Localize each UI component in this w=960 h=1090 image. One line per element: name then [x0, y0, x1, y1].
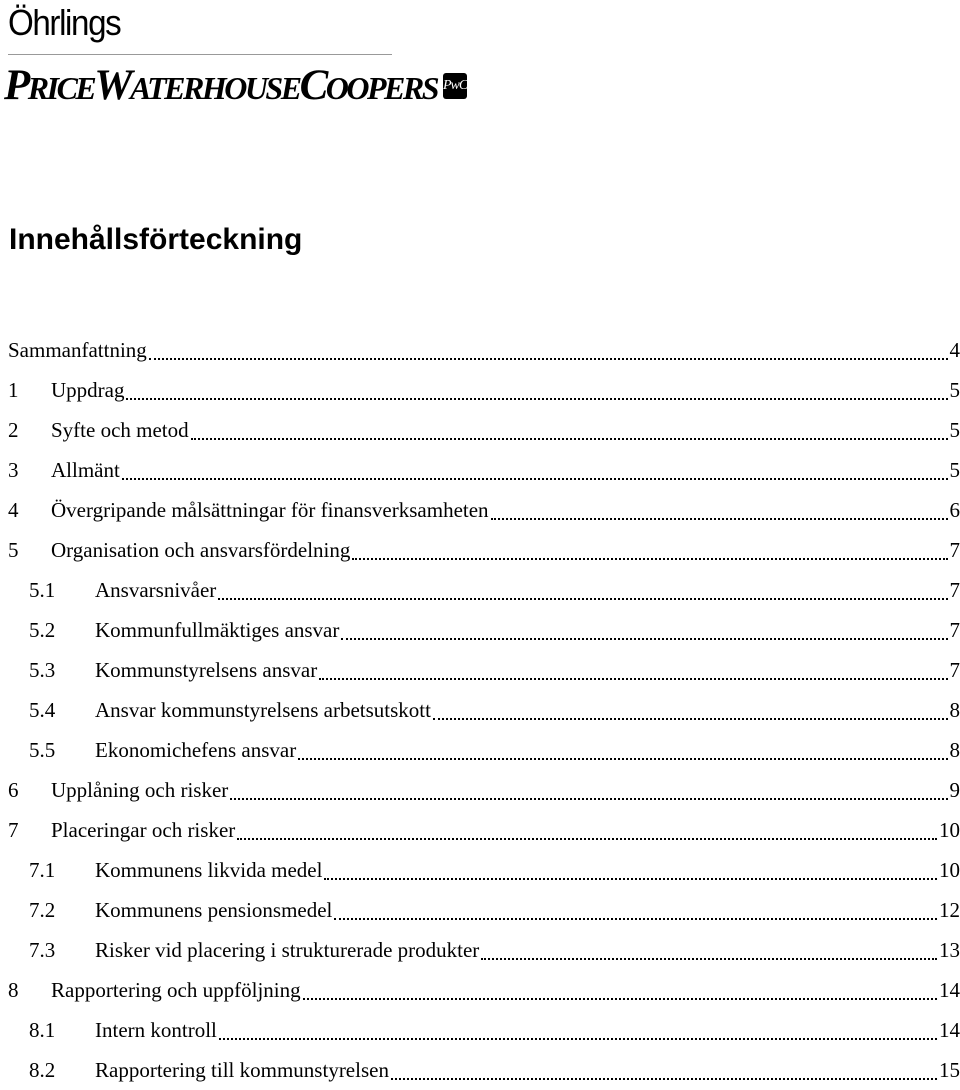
- toc-entry-number: 5.3: [29, 658, 95, 683]
- toc-dot-leader: [298, 757, 947, 760]
- toc-entry-page: 7: [950, 538, 960, 563]
- toc-dot-leader: [341, 637, 947, 640]
- toc-dot-leader: [303, 997, 937, 1000]
- toc-entry-page: 5: [950, 418, 960, 443]
- toc-entry-number: 1: [8, 378, 51, 403]
- toc-entry-number: 5.5: [29, 738, 95, 763]
- toc-entry-label: Ekonomichefens ansvar: [95, 738, 296, 763]
- toc-dot-leader: [433, 717, 948, 720]
- toc-entry-label: Kommunstyrelsens ansvar: [95, 658, 317, 683]
- toc-entry-page: 7: [950, 578, 960, 603]
- toc-entry[interactable]: [8, 330, 960, 370]
- toc-entry-number: 7: [8, 818, 51, 843]
- toc-entry-number: 8: [8, 978, 51, 1003]
- toc-entry[interactable]: [8, 1010, 960, 1050]
- toc-entry-page: 6: [950, 498, 960, 523]
- toc-dot-leader: [218, 597, 947, 600]
- toc-entry[interactable]: [8, 850, 960, 890]
- toc-dot-leader: [126, 397, 947, 400]
- toc-entry[interactable]: [8, 970, 960, 1010]
- toc-entry[interactable]: [8, 1050, 960, 1090]
- toc-entry-number: 5.1: [29, 578, 95, 603]
- toc-entry[interactable]: [8, 490, 960, 530]
- toc-entry-page: 7: [950, 618, 960, 643]
- firm-name: Öhrlings: [8, 5, 376, 41]
- toc-entry-label: Rapportering till kommunstyrelsen: [95, 1058, 389, 1083]
- toc-entry-label: Uppdrag: [51, 378, 124, 403]
- toc-entry-page: 13: [939, 938, 960, 963]
- toc-entry-label: Placeringar och risker: [51, 818, 235, 843]
- toc-entry-label: Ansvar kommunstyrelsens arbetsutskott: [95, 698, 431, 723]
- toc-entry-label: Rapportering och uppföljning: [51, 978, 301, 1003]
- toc-dot-leader: [219, 1037, 937, 1040]
- toc-dot-leader: [149, 357, 948, 360]
- toc-title: Innehållsförteckning: [9, 222, 302, 258]
- toc-entry-page: 9: [950, 778, 960, 803]
- toc-entry-number: 7.1: [29, 858, 95, 883]
- toc-entry-label: Kommunfullmäktiges ansvar: [95, 618, 339, 643]
- toc-entry-label: Ansvarsnivåer: [95, 578, 216, 603]
- toc-entry[interactable]: [8, 810, 960, 850]
- toc-entry-page: 8: [950, 738, 960, 763]
- toc-entry-page: 12: [939, 898, 960, 923]
- toc-dot-leader: [324, 877, 937, 880]
- toc-dot-leader: [230, 797, 947, 800]
- toc-entry[interactable]: [8, 930, 960, 970]
- toc-entry-label: Övergripande målsättningar för finansverksamheten: [51, 498, 489, 523]
- toc-dot-leader: [391, 1077, 937, 1080]
- toc-dot-leader: [319, 677, 947, 680]
- toc-entry-number: 8.2: [29, 1058, 95, 1083]
- toc-entry-label: Risker vid placering i strukturerade produkter: [95, 938, 479, 963]
- toc-entry[interactable]: [8, 450, 960, 490]
- toc-entry-number: 5.4: [29, 698, 95, 723]
- toc-entry-number: 7.3: [29, 938, 95, 963]
- toc-dot-leader: [334, 917, 937, 920]
- toc-entry[interactable]: [8, 410, 960, 450]
- toc-entry[interactable]: [8, 730, 960, 770]
- toc-entry-page: 10: [939, 818, 960, 843]
- toc-entry[interactable]: [8, 570, 960, 610]
- toc-dot-leader: [352, 557, 947, 560]
- toc-entry[interactable]: [8, 650, 960, 690]
- toc-entry[interactable]: [8, 890, 960, 930]
- toc-entry[interactable]: [8, 610, 960, 650]
- toc-entry-number: 8.1: [29, 1018, 95, 1043]
- toc-entry-label: Organisation och ansvarsfördelning: [51, 538, 350, 563]
- toc-dot-leader: [122, 477, 948, 480]
- toc-entry-page: 8: [950, 698, 960, 723]
- toc-entry-number: 3: [8, 458, 51, 483]
- network-logo-mark-icon: PwC: [443, 73, 467, 99]
- toc-entry-page: 4: [950, 338, 960, 363]
- toc-entry-label: Intern kontroll: [95, 1018, 217, 1043]
- toc-entry-page: 7: [950, 658, 960, 683]
- toc-entry-page: 14: [939, 1018, 960, 1043]
- network-logo-text: PRICEWATERHOUSECOOPERS: [4, 64, 437, 107]
- toc-dot-leader: [481, 957, 937, 960]
- header-rule: [8, 54, 392, 55]
- toc-entry-label: Kommunens pensionsmedel: [95, 898, 332, 923]
- toc-dot-leader: [191, 437, 948, 440]
- toc-dot-leader: [491, 517, 948, 520]
- toc-entry-page: 5: [950, 378, 960, 403]
- toc-entry-label: Syfte och metod: [51, 418, 189, 443]
- toc-entry[interactable]: [8, 530, 960, 570]
- toc-entry-number: 6: [8, 778, 51, 803]
- network-logo: [4, 64, 467, 107]
- toc-entry-page: 10: [939, 858, 960, 883]
- toc-dot-leader: [237, 837, 937, 840]
- toc-entry-label: Allmänt: [51, 458, 120, 483]
- toc-entry-number: 5: [8, 538, 51, 563]
- toc-entry-label: Sammanfattning: [8, 338, 147, 363]
- toc-entry[interactable]: [8, 370, 960, 410]
- toc-entry[interactable]: [8, 770, 960, 810]
- toc-entry-label: Upplåning och risker: [51, 778, 228, 803]
- toc-entry-page: 15: [939, 1058, 960, 1083]
- letterhead: [8, 0, 408, 41]
- toc-entry-number: 5.2: [29, 618, 95, 643]
- toc-entry-label: Kommunens likvida medel: [95, 858, 322, 883]
- toc-entry[interactable]: [8, 690, 960, 730]
- toc-entry-number: 7.2: [29, 898, 95, 923]
- toc-entry-number: 4: [8, 498, 51, 523]
- toc-entry-number: 2: [8, 418, 51, 443]
- toc-entry-page: 14: [939, 978, 960, 1003]
- toc-entry-page: 5: [950, 458, 960, 483]
- table-of-contents: [8, 330, 960, 1090]
